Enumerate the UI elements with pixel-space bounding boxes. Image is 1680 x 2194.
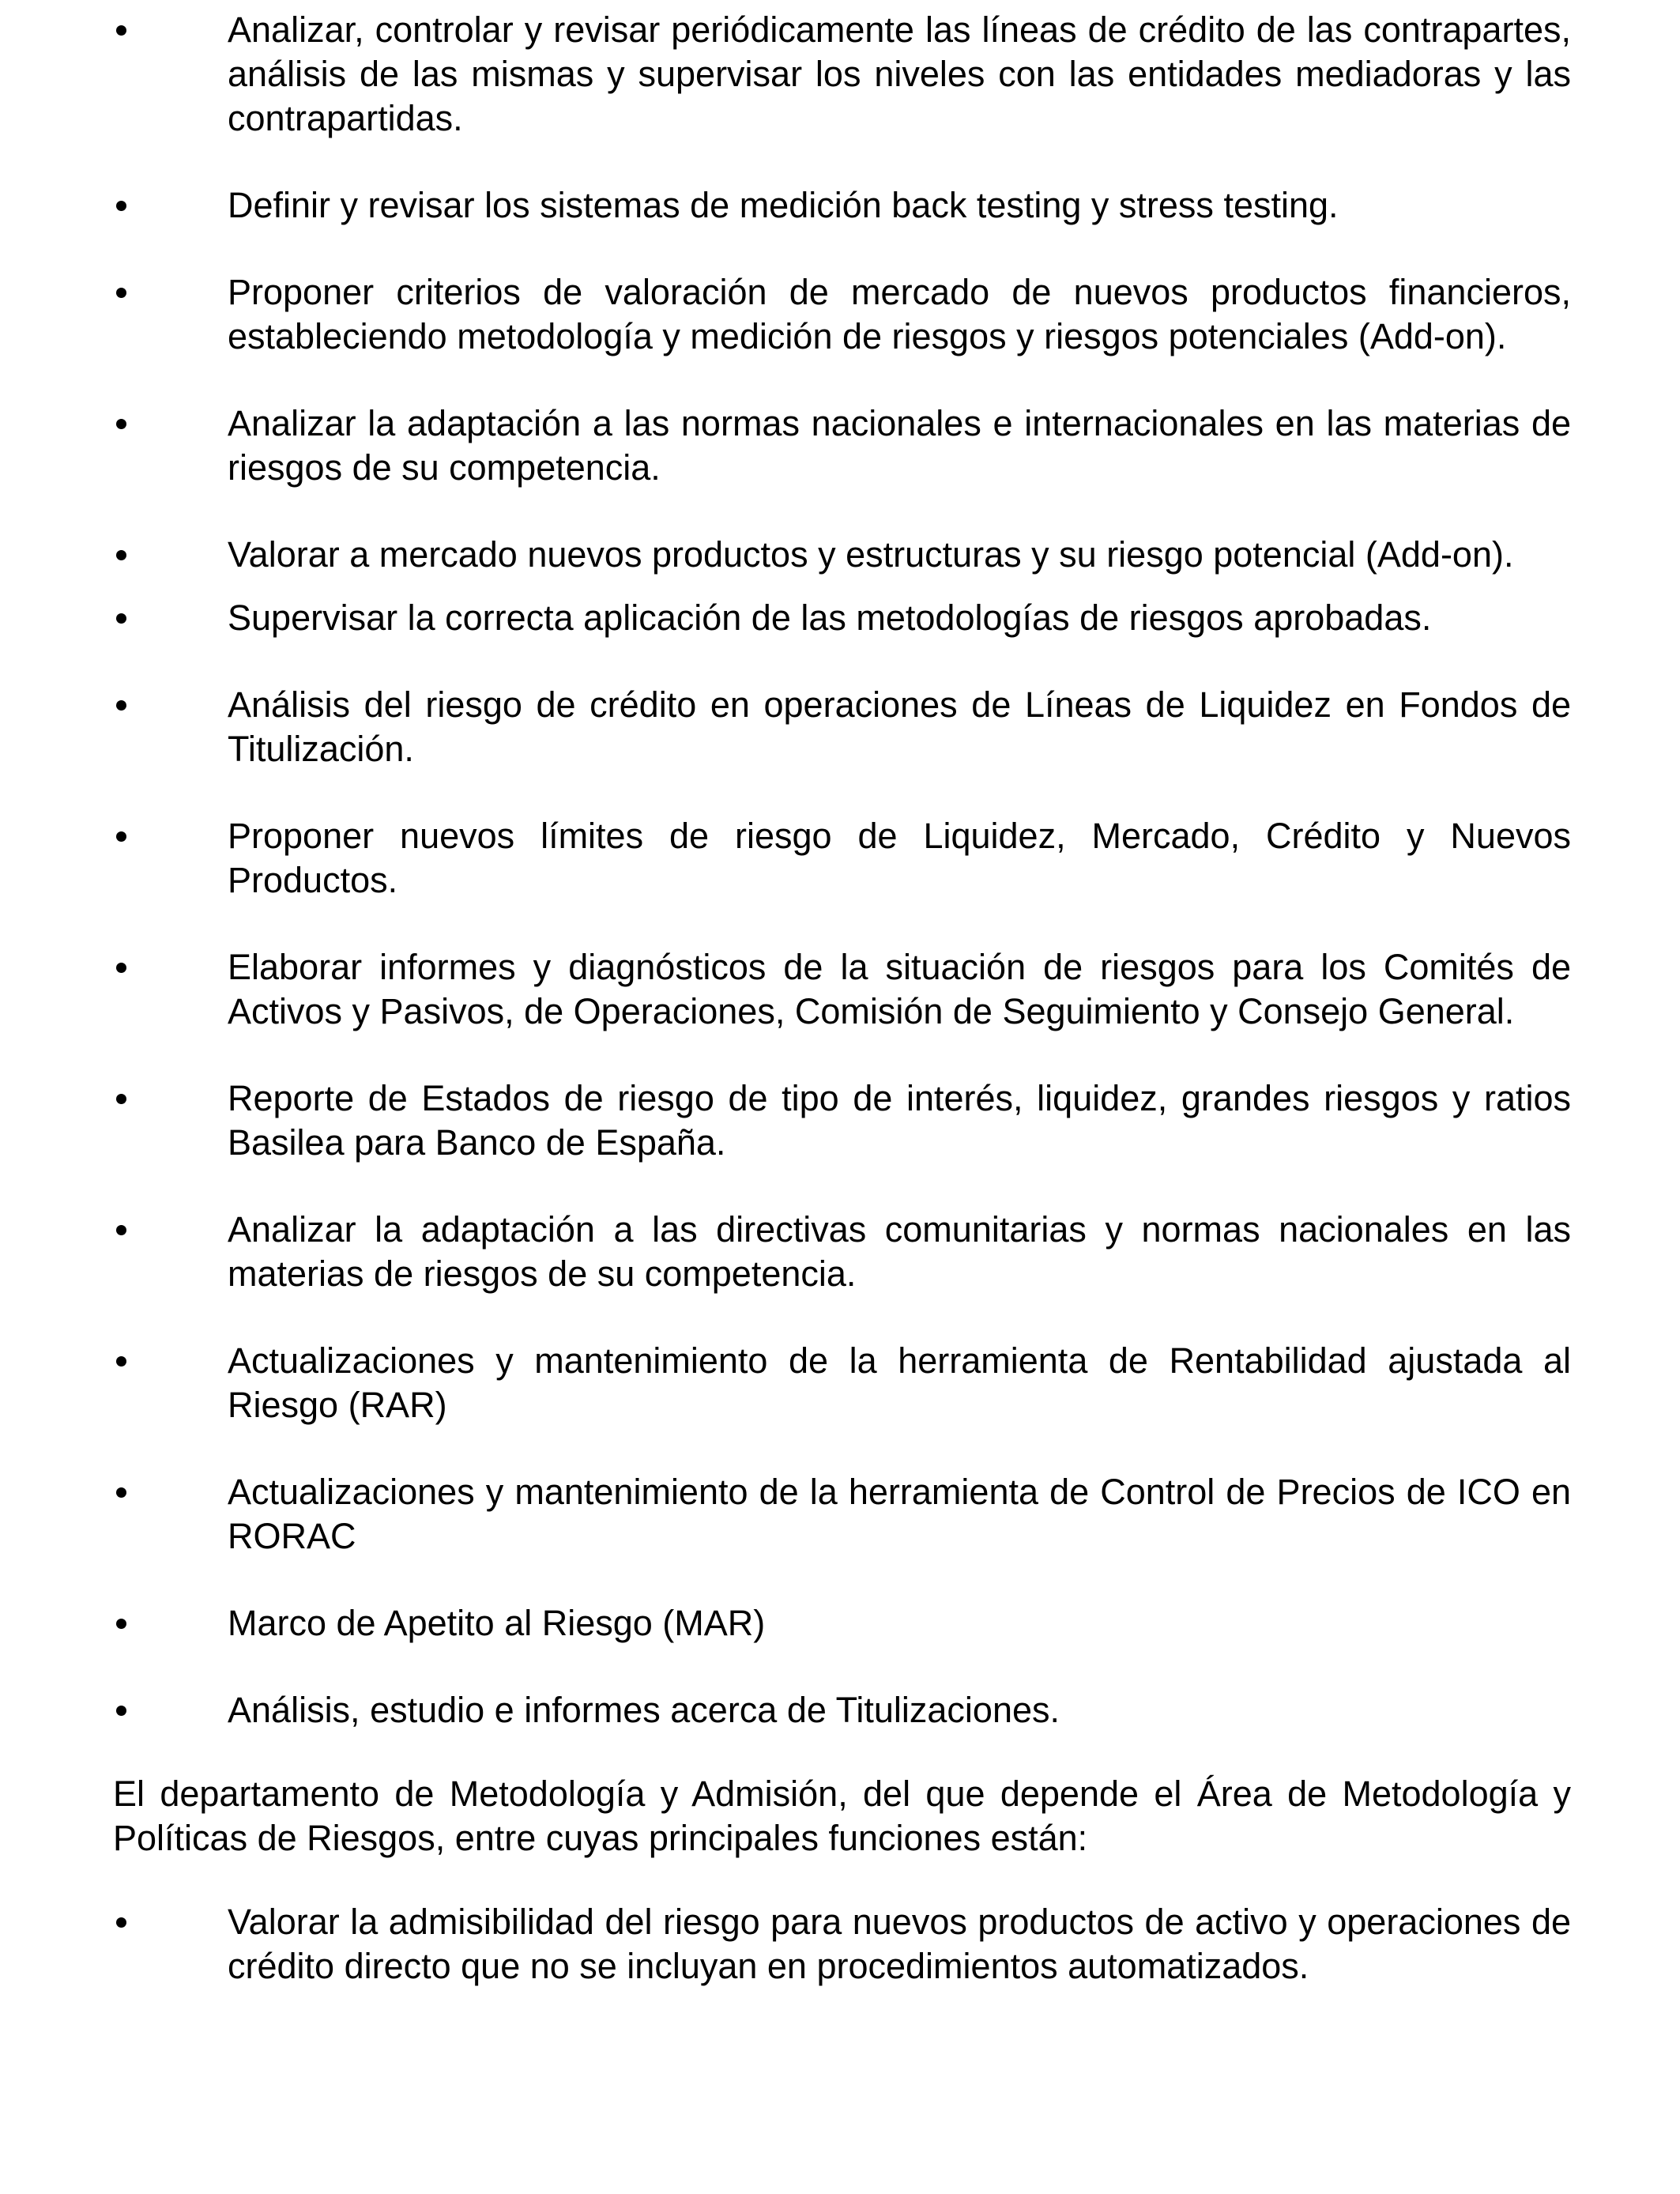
bullet-icon bbox=[116, 25, 126, 36]
list-item bbox=[113, 1076, 1571, 1165]
list-item-text: Definir y revisar los sistemas de medición back testing y stress testing. bbox=[228, 185, 1339, 225]
bullet-icon bbox=[116, 1917, 126, 1928]
bullet-icon bbox=[116, 963, 126, 973]
list-item-text: Valorar a mercado nuevos productos y estructuras y su riesgo potencial (Add-on). bbox=[228, 534, 1514, 575]
list-item bbox=[113, 1900, 1571, 1989]
bullet-icon bbox=[116, 700, 126, 711]
list-item bbox=[113, 270, 1571, 359]
list-item-text: Análisis, estudio e informes acerca de Titulizaciones. bbox=[228, 1690, 1060, 1730]
list-item-text: Reporte de Estados de riesgo de tipo de interés, liquidez, grandes riesgos y ratios Basilea para Banco de España. bbox=[228, 1078, 1571, 1163]
bullet-icon bbox=[116, 1706, 126, 1716]
list-item bbox=[113, 8, 1571, 141]
list-item bbox=[113, 814, 1571, 903]
list-item-text: Actualizaciones y mantenimiento de la herramienta de Rentabilidad ajustada al Riesgo (RAR) bbox=[228, 1340, 1571, 1425]
list-item bbox=[113, 683, 1571, 771]
list-item-text: Análisis del riesgo de crédito en operaciones de Líneas de Liquidez en Fondos de Titulización. bbox=[228, 684, 1571, 769]
bullet-icon bbox=[116, 550, 126, 560]
bullet-icon bbox=[116, 201, 126, 211]
list-item-text: Analizar, controlar y revisar periódicamente las líneas de crédito de las contrapartes, análisis de las mismas y supervisar los niveles con las entidades mediadoras y las contrapartidas. bbox=[228, 9, 1571, 138]
bullet-icon bbox=[116, 613, 126, 624]
list-item bbox=[113, 1339, 1571, 1427]
list-item-text: Analizar la adaptación a las normas nacionales e internacionales en las materias de riesgos de su competencia. bbox=[228, 403, 1571, 488]
bullet-icon bbox=[116, 288, 126, 298]
bullet-icon bbox=[116, 1619, 126, 1629]
list-item bbox=[113, 533, 1571, 577]
list-item-text: Proponer nuevos límites de riesgo de Liquidez, Mercado, Crédito y Nuevos Productos. bbox=[228, 816, 1571, 900]
list-item bbox=[113, 1208, 1571, 1296]
list-item-text: Actualizaciones y mantenimiento de la herramienta de Control de Precios de ICO en RORAC bbox=[228, 1472, 1571, 1556]
list-item bbox=[113, 401, 1571, 490]
bullet-icon bbox=[116, 1225, 126, 1235]
list-item-text: Marco de Apetito al Riesgo (MAR) bbox=[228, 1603, 766, 1643]
list-item bbox=[113, 1688, 1571, 1732]
bullet-icon bbox=[116, 1356, 126, 1367]
list-item-text: Supervisar la correcta aplicación de las metodologías de riesgos aprobadas. bbox=[228, 598, 1432, 638]
list-item bbox=[113, 1470, 1571, 1559]
list-item-text: Valorar la admisibilidad del riesgo para nuevos productos de activo y operaciones de crédito directo que no se incluyan en procedimientos automatizados. bbox=[228, 1902, 1571, 1986]
list-item-text: Proponer criterios de valoración de mercado de nuevos productos financieros, estableciendo metodología y medición de riesgos y riesgos potenciales (Add-on). bbox=[228, 272, 1571, 356]
list-item-text: Elaborar informes y diagnósticos de la situación de riesgos para los Comités de Activos y Pasivos, de Operaciones, Comisión de Seguimiento y Consejo General. bbox=[228, 947, 1571, 1031]
list-item-text: Analizar la adaptación a las directivas comunitarias y normas nacionales en las materias de riesgos de su competencia. bbox=[228, 1209, 1571, 1294]
list-item bbox=[113, 596, 1571, 640]
bullet-icon bbox=[116, 831, 126, 842]
document-page bbox=[113, 8, 1571, 1989]
bullet-icon bbox=[116, 419, 126, 429]
bullet-icon bbox=[116, 1094, 126, 1104]
bullet-icon bbox=[116, 1487, 126, 1498]
functions-bullet-list bbox=[113, 8, 1571, 1732]
list-item bbox=[113, 183, 1571, 228]
list-item bbox=[113, 945, 1571, 1034]
admission-bullet-list bbox=[113, 1900, 1571, 1989]
department-paragraph: El departamento de Metodología y Admisión, del que depende el Área de Metodología y Políticas de Riesgos, entre cuyas principales funciones están: bbox=[113, 1774, 1571, 1858]
list-item bbox=[113, 1601, 1571, 1646]
